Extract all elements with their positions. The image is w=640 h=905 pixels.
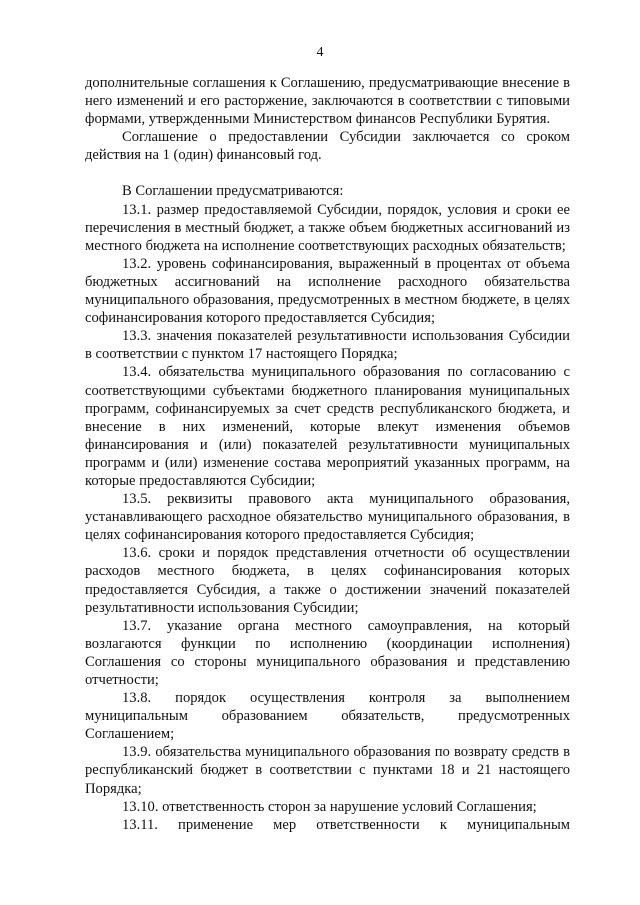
document-body [85, 74, 570, 834]
paragraph-provisions-intro: В Соглашении предусматриваются: [122, 183, 344, 200]
clause-13-11: 13.11. применение мер ответственности к муниципальным [122, 816, 570, 833]
clause-13-10: 13.10. ответственность сторон за нарушение условий Соглашения; [122, 798, 537, 815]
clause-13-3: 13.3. значения показателей результативности использования Субсидии в соответствии с пунктом 17 настоящего Порядка; [85, 328, 570, 363]
paragraph-continuation: дополнительные соглашения к Соглашению, предусматривающие внесение в него изменений и его расторжение, заключаются в соответствии с типовыми формами, утвержденными Министерством финансов Республики Бурятия. [85, 75, 570, 128]
clause-13-8: 13.8. порядок осуществления контроля за выполнением муниципальным образованием обязательств, предусмотренных Соглашением; [85, 690, 570, 743]
clause-13-7: 13.7. указание органа местного самоуправления, на который возлагаются функции по исполнению (координации исполнения) Соглашения со стороны муниципального образования и представлению отчетности; [85, 617, 570, 688]
page-number: 4 [316, 45, 324, 60]
clause-13-6: 13.6. сроки и порядок представления отчетности об осуществлении расходов местного бюджета, в целях софинансирования которых предоставляется Субсидия, а также о достижении значений показателей результативности использования Субсидии; [85, 545, 570, 616]
clause-13-4: 13.4. обязательства муниципального образования по согласованию с соответствующими субъектами бюджетного планирования муниципальных программ, софинансируемых за счет средств республиканского бюджета, и внесение в них изменений, которые влекут изменения объемов финансирования и (или) показателей результативности муниципальных программ и (или) изменение состава мероприятий указанных программ, на которые предоставляются Субсидии; [85, 364, 570, 489]
clause-13-2: 13.2. уровень софинансирования, выраженный в процентах от объема бюджетных ассигнований на исполнение расходного обязательства муниципального образования, предусмотренных в местном бюджете, в целях софинансирования которого предоставляется Субсидия; [85, 255, 570, 327]
paragraph-agreement-term: Соглашение о предоставлении Субсидии заключается со сроком действия на 1 (один) финансовый год. [85, 129, 570, 164]
clause-13-9: 13.9. обязательства муниципального образования по возврату средств в республиканский бюджет в соответствии с пунктами 18 и 21 настоящего Порядка; [85, 744, 570, 797]
clause-13-1: 13.1. размер предоставляемой Субсидии, порядок, условия и сроки ее перечисления в местный бюджет, а также объем бюджетных ассигнований из местного бюджета на исполнение соответствующих расходных обязательств; [85, 201, 570, 254]
clause-13-5: 13.5. реквизиты правового акта муниципального образования, устанавливающего расходное обязательство муниципального образования, в целях софинансирования которого предоставляется Субсидия; [85, 491, 570, 544]
